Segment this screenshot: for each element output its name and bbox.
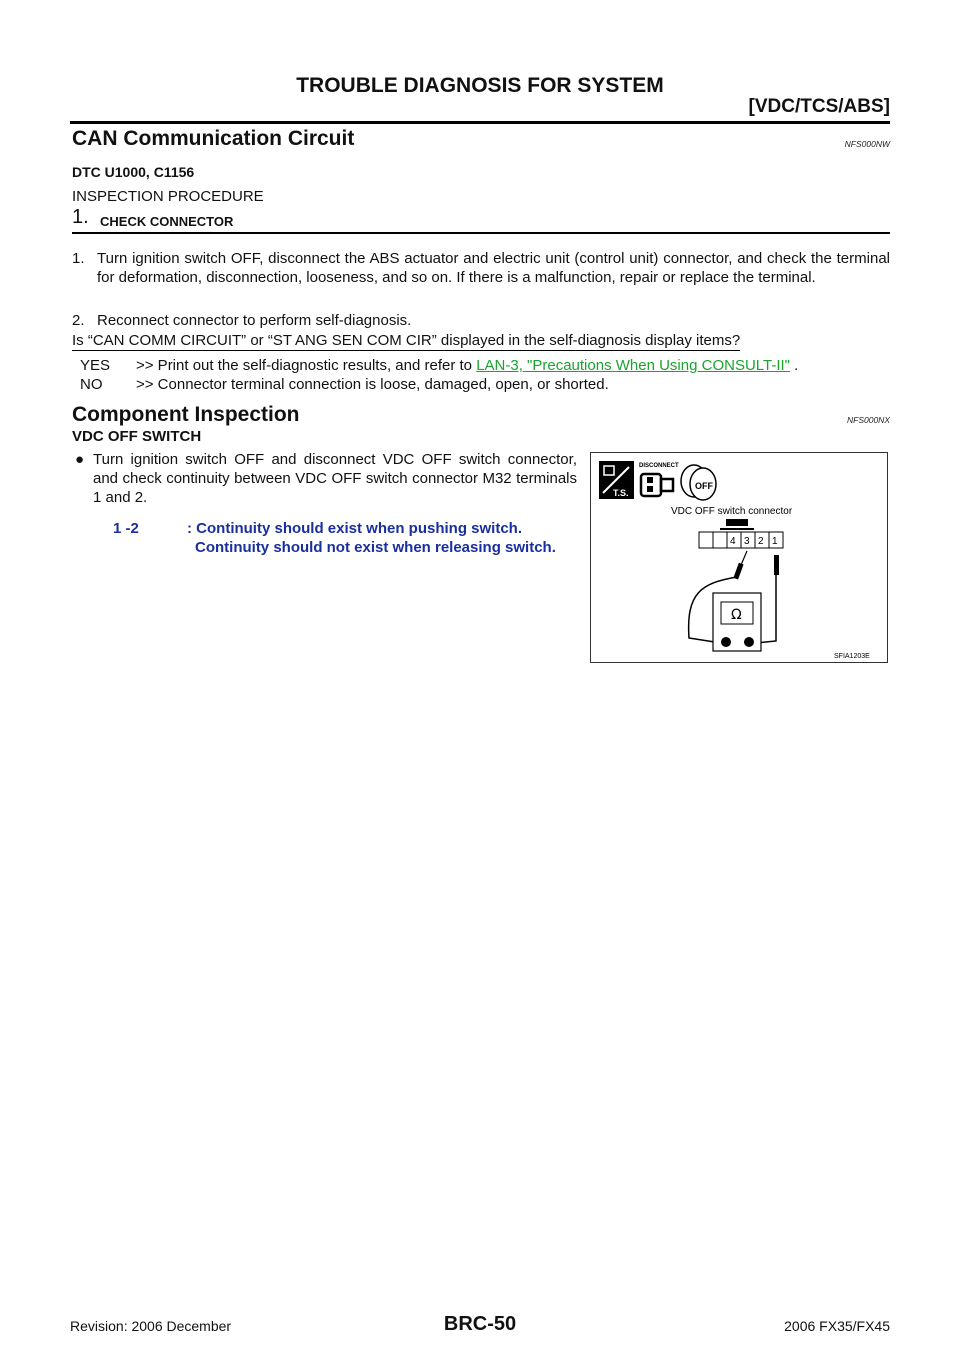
list-item-number: 1. [72, 250, 85, 267]
ts-label: T.S. [613, 488, 629, 498]
off-label: OFF [695, 481, 713, 491]
list-item-number: 2. [72, 312, 85, 329]
disconnect-label: DISCONNECT [639, 463, 679, 469]
vdc-off-switch-heading: VDC OFF SWITCH [72, 428, 202, 445]
answer-yes [80, 357, 798, 374]
answer-yes-after: . [790, 357, 799, 374]
component-ref-code: NFS000NX [847, 415, 890, 425]
pin-label: 1 [772, 536, 778, 547]
disconnect-icon [639, 463, 679, 496]
spec-terminals: 1 -2 [113, 520, 139, 537]
answer-yes-text: >> Print out the self-diagnostic results, and refer to [136, 357, 477, 374]
step-number: 1. [72, 206, 89, 228]
list-item-text: Turn ignition switch OFF, disconnect the ABS actuator and electric unit (control unit) connector, and check the terminal for deformation, disconnection, looseness, and so on. If there is a malfunction, repair or replace the terminal. [97, 250, 890, 286]
bullet-text: Turn ignition switch OFF and disconnect VDC OFF switch connector, and check continuity between VDC OFF switch connector M32 terminals 1 and 2. [93, 451, 577, 506]
spec-text-releasing: Continuity should not exist when releasing switch. [195, 539, 556, 556]
pin-label: 4 [730, 536, 736, 547]
answer-no-key: NO [80, 376, 103, 393]
answer-no-text: >> Connector terminal connection is loose, damaged, open, or shorted. [136, 376, 609, 393]
bullet-icon: ● [75, 451, 85, 468]
footer-model: 2006 FX35/FX45 [784, 1318, 890, 1334]
list-item [72, 311, 890, 330]
pin-label: 2 [758, 536, 764, 547]
ts-icon [599, 461, 634, 499]
dtc-label: DTC U1000, C1156 [72, 164, 195, 180]
figure-id: SFIA1203E [834, 653, 870, 660]
inspection-bullet [72, 450, 577, 507]
connector-label: VDC OFF switch connector [671, 506, 793, 517]
spec-text [187, 519, 563, 557]
answer-no [80, 376, 609, 393]
pin-label: 3 [744, 536, 750, 547]
lan-3-reference-link[interactable]: LAN-3, "Precautions When Using CONSULT-II" [476, 357, 791, 374]
spec-text-pushing: : Continuity should exist when pushing switch. [187, 520, 523, 537]
connector-diagram [590, 452, 888, 663]
page-title: TROUBLE DIAGNOSIS FOR SYSTEM [296, 74, 664, 97]
component-heading: Component Inspection [72, 403, 300, 426]
can-heading: CAN Communication Circuit [72, 127, 355, 150]
inspection-procedure-label: INSPECTION PROCEDURE [72, 188, 264, 205]
list-item-text: Reconnect connector to perform self-diagnosis. [97, 312, 412, 329]
header-rule [70, 121, 890, 124]
footer-page-number: BRC-50 [443, 1313, 517, 1335]
diagnosis-question: Is “CAN COMM CIRCUIT” or “ST ANG SEN COM CIR” displayed in the self-diagnosis display items? [72, 332, 741, 349]
section-tag: [VDC/TCS/ABS] [748, 96, 890, 117]
answer-yes-key: YES [80, 357, 111, 374]
connector-pins [699, 532, 783, 548]
can-ref-code: NFS000NW [844, 139, 890, 149]
ignition-key-icon [681, 465, 716, 500]
ohm-symbol: Ω [731, 607, 742, 623]
continuity-spec [113, 519, 563, 557]
step-header [72, 206, 890, 234]
footer-revision: Revision: 2006 December [70, 1318, 232, 1334]
list-item [72, 249, 890, 287]
step-title: CHECK CONNECTOR [100, 214, 234, 229]
ohmmeter-icon [713, 593, 761, 651]
